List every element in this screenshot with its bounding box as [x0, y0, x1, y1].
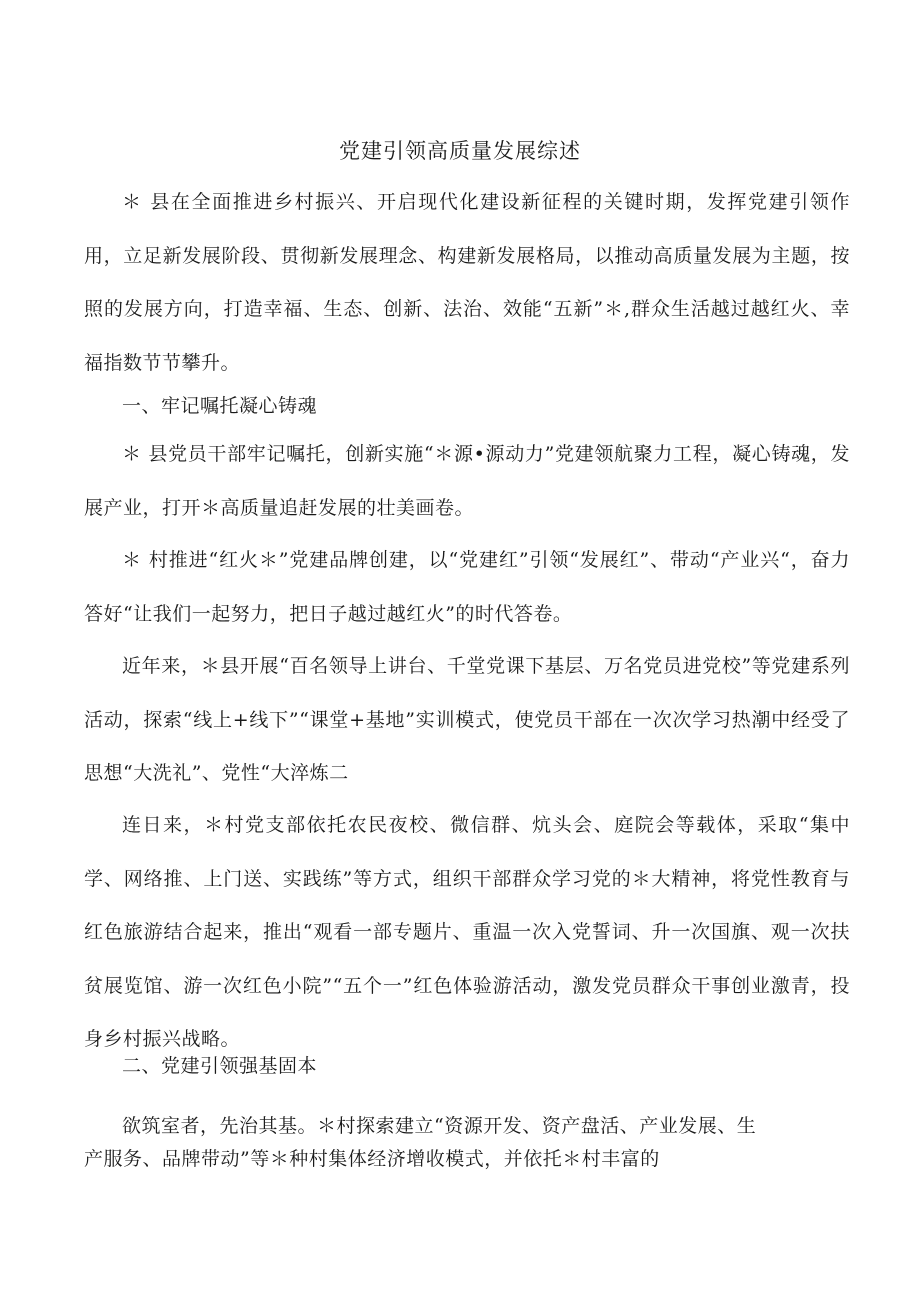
paragraph-recent-days: 连日来，＊村党支部依托农民夜校、微信群、炕头会、庭院会等载体，采取“集中学、网络推、上门送、实践练”等方式，组织干部群众学习党的＊大精神，将党性教育与红色旅游结合起来，推出“观看一部专题片、重温一次入党誓词、升一次国旗、观一次扶贫展览馆、游一次红色小院”“五个一”红色体验游活动，激发党员群众干事创业激青，投身乡村振兴战略。: [84, 814, 850, 1050]
paragraph-intro: ＊ 县在全面推进乡村振兴、开启现代化建设新征程的关键时期，发挥党建引领作用，立足新发展阶段、贯彻新发展理念、构建新发展格局，以推动高质量发展为主题，按照的发展方向，打造幸福、生态、创新、法治、效能“五新”＊,群众生活越过越红火、幸福指数节节攀升。: [84, 191, 850, 374]
paragraph-foundation: [84, 1110, 804, 1176]
paragraph-village-brand: ＊ 村推进“红火＊”党建品牌创建，以“党建红”引领“发展红”、带动“产业兴“，奋力答好“让我们一起努力，把日子越过越红火”的时代答卷。: [84, 549, 850, 625]
paragraph-party-members: ＊ 县党员干部牢记嘱托，创新实施“＊源•源动力”党建领航聚力工程，凝心铸魂，发展产业，打开＊高质量追赶发展的壮美画卷。: [84, 443, 850, 519]
paragraph-recent-years: 近年来，＊县开展“百名领导上讲台、千堂党课下基层、万名党员进党校”等党建系列活动，探索“线上+线下”“课堂+基地”实训模式，使党员干部在一次次学习热潮中经受了思想“大洗礼”、党性“大淬炼二: [84, 655, 850, 784]
document-title: 党建引领高质量发展综述: [339, 139, 581, 163]
section-heading-1: 一、牢记嘱托凝心铸魂: [122, 395, 318, 417]
section-heading-2: 二、党建引领强基固本: [122, 1055, 318, 1077]
paragraph-foundation-line-2: 产服务、品牌带动”等＊种村集体经济增收模式，并依托＊村丰富的: [84, 1148, 660, 1170]
paragraph-foundation-line-1: 欲筑室者，先治其基。＊村探索建立“资源开发、资产盘活、产业发展、生: [122, 1115, 757, 1137]
